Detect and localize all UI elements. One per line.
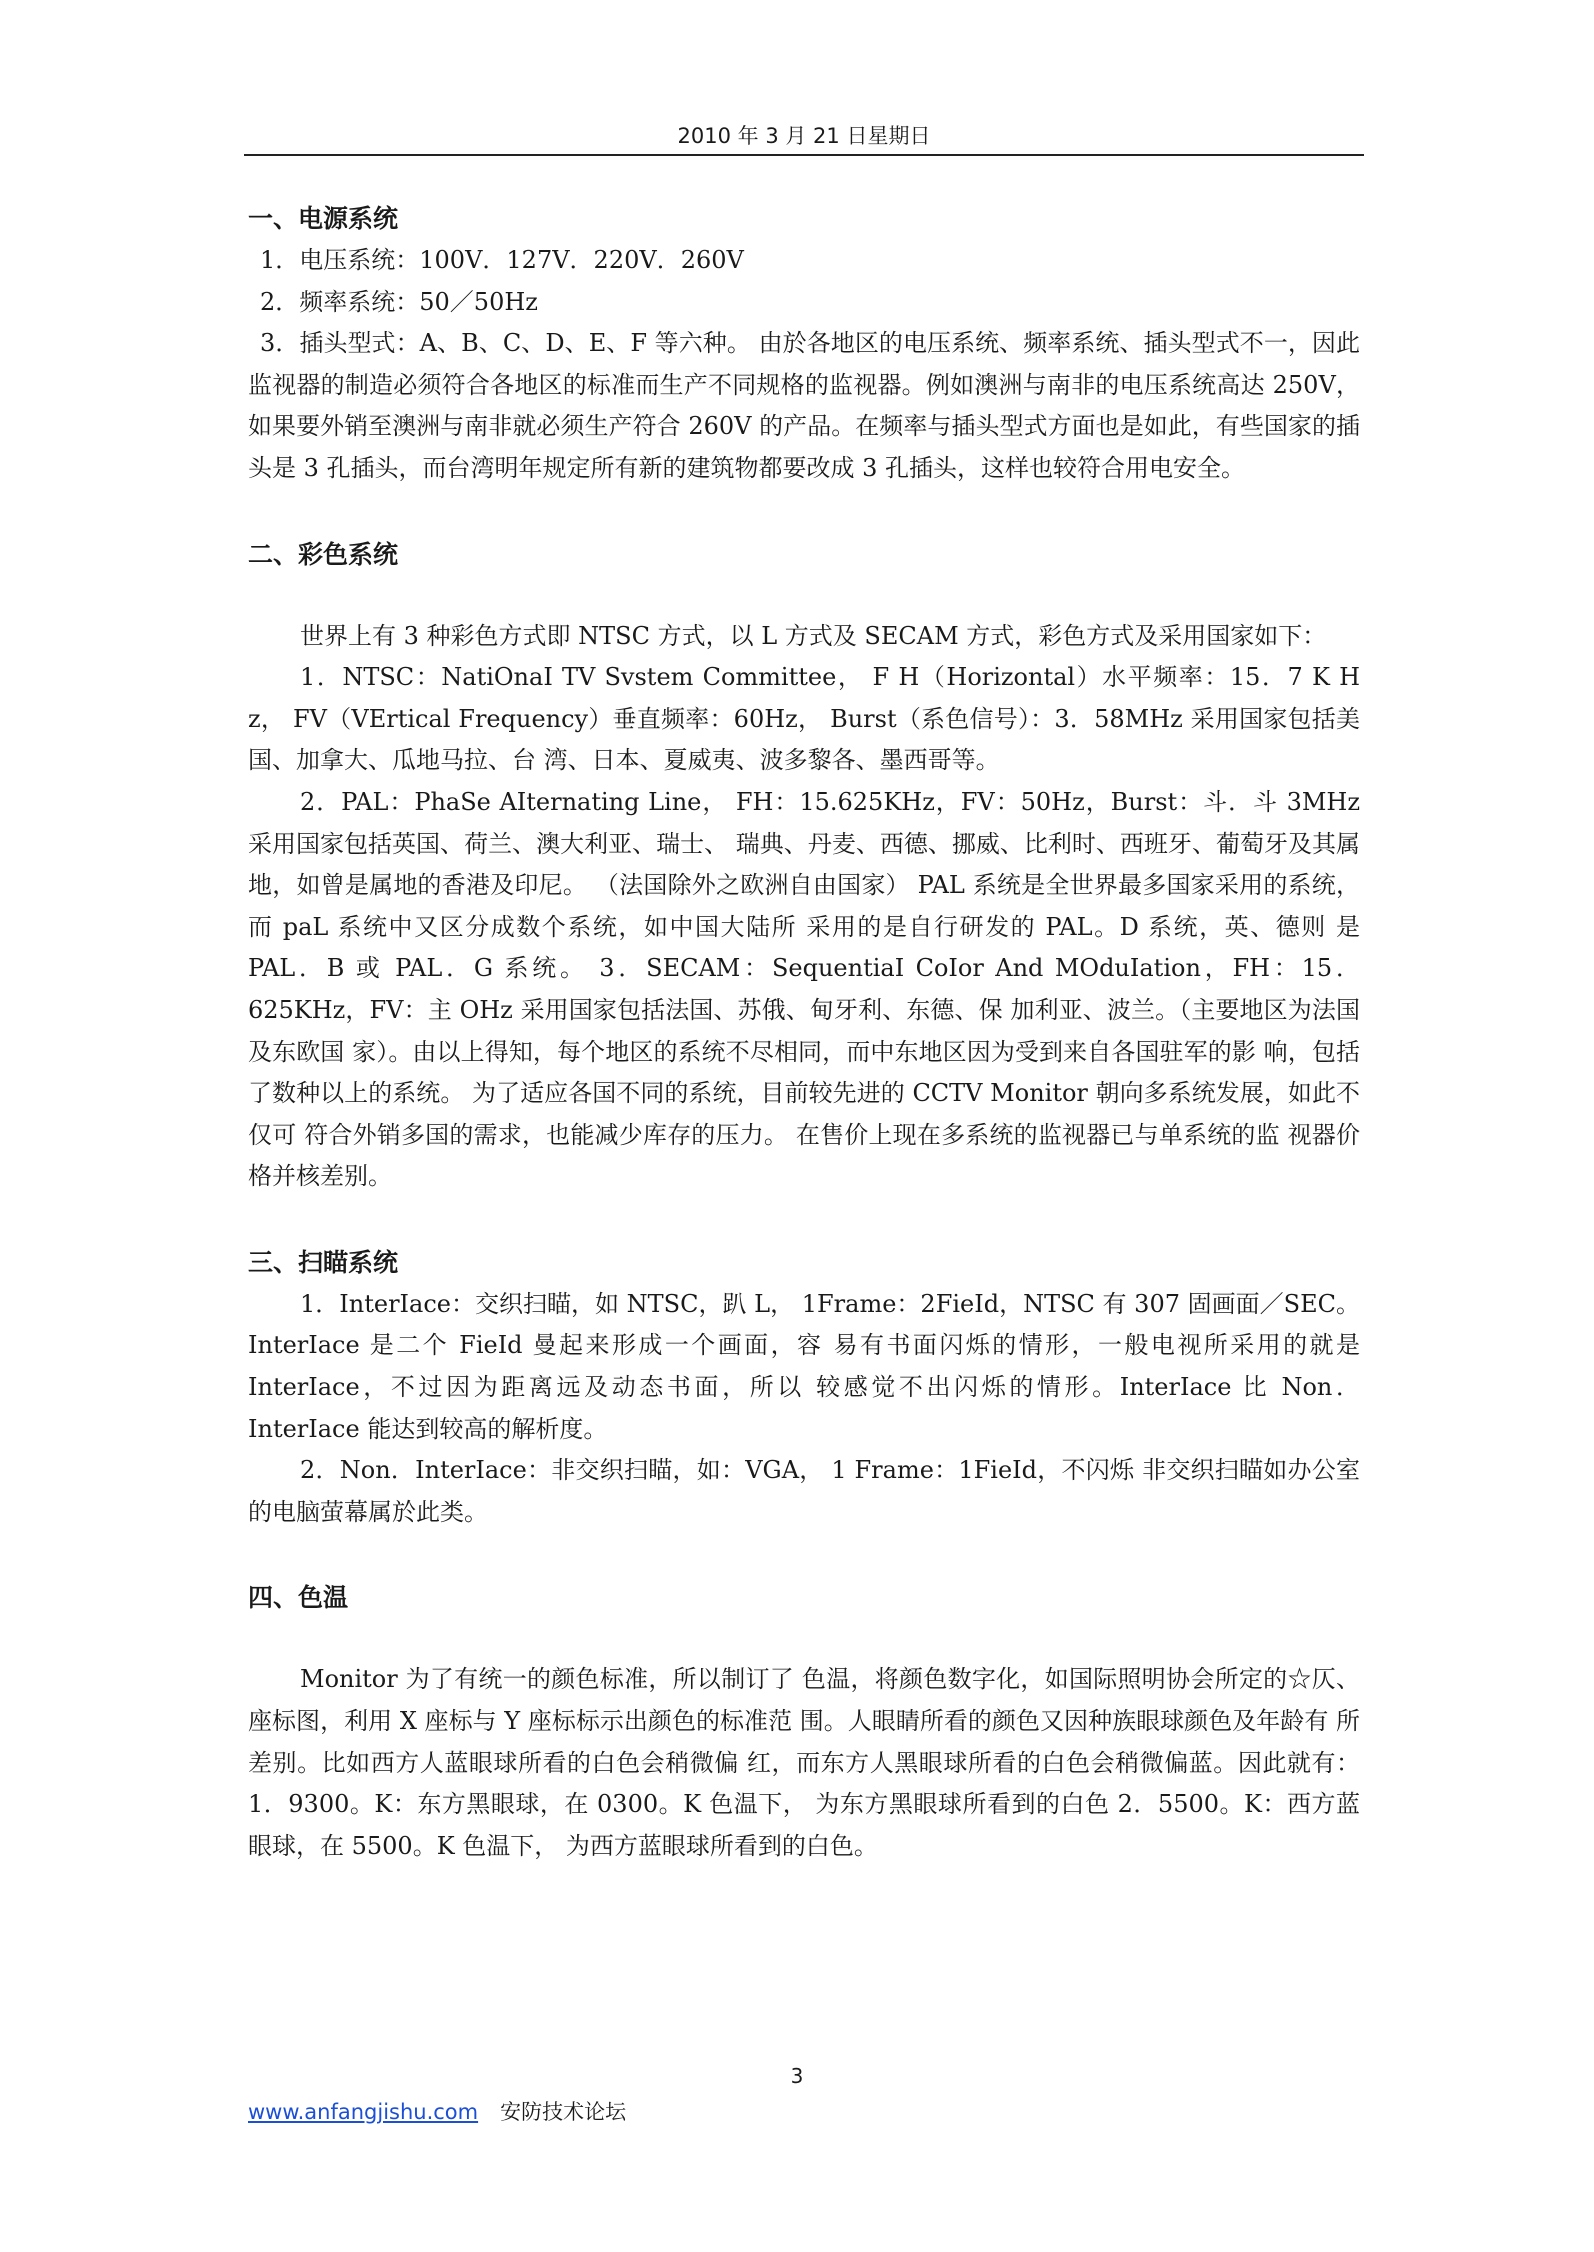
page-header-date: 2010 年 3 月 21 日星期日 — [677, 124, 931, 148]
section-scan-system — [248, 1242, 1360, 1534]
section-color-system — [248, 534, 1360, 1198]
header-rule — [244, 154, 1364, 156]
section-heading: 二、彩色系统 — [248, 539, 399, 569]
paragraph: Monitor 为了有统一的颜色标准，所以制订了 色温，将颜色数字化，如国际照明协会所定的☆仄、 座标图，利用 X 座标与 Y 座标标示出颜色的标准范 围。人眼睛所看的颜色又因种族眼球颜色及年龄有 所差别。比如西方人蓝眼球所看的白色会稍微偏 红，而东方人黑眼球所看的白色会稍微偏蓝。因此就有： 1．9300。K：东方黑眼球，在 0300。K 色温下， 为东方黑眼球所看到的白色 2．5500。K：西方蓝眼球，在 5500。K 色温下， 为西方蓝眼球所看到的白色。 — [248, 1665, 1360, 1860]
section-heading: 四、色温 — [248, 1583, 349, 1613]
paragraph: 2．PAL：PhaSe AIternating Line， FH：15.625KHz，FV：50Hz，Burst：斗．斗 3MHz 采用国家包括英国、荷兰、澳大利亚、瑞士、 瑞典、丹麦、西德、挪威、比利时、西班牙、葡萄牙及其属地，如曾是属地的香港及印尼。 （法国除外之欧洲自由国家） PAL 系统是全世界最多国家采用的系统，而 paL 系统中又区分成数个系统，如中国大陆所 采用的是自行研发的 PAL。D 系统，英、德则 是 PAL．B 或 PAL．G 系统。 3．SECAM：SequentiaI CoIor And MOduIation，FH：15．625KHz，FV：主 OHz 采用国家包括法国、苏俄、甸牙利、东德、保 加利亚、波兰。（主要地区为法国及东欧国 家）。由以上得知，每个地区的系统不尽相同，而中东地区因为受到来自各国驻军的影 响，包括了数种以上的系统。 为了适应各国不同的系统，目前较先进的 CCTV Monitor 朝向多系统发展，如此不仅可 符合外销多国的需求，也能减少库存的压力。 在售价上现在多系统的监视器已与单系统的监 视器价格并核差别。 — [248, 787, 1360, 1191]
page-footer — [248, 2094, 626, 2130]
paragraph: 1．NTSC：NatiOnaI TV Svstem Committee， F H（Horizontal）水平频率：15．7 K H z， FV（VErtical Frequency）垂直频率：60Hz， Burst（系色信号）：3．58MHz 采用国家包括美国、加拿大、瓜地马拉、台 湾、日本、夏威夷、波多黎各、墨西哥等。 — [248, 663, 1360, 775]
page-number: 3 — [790, 2064, 804, 2088]
footer-forum-name: 安防技术论坛 — [500, 2100, 627, 2124]
paragraph: 3．插头型式：A、B、C、D、E、F 等六种。 由於各地区的电压系统、频率系统、插头型式不一，因此监视器的制造必须符合各地区的标准而生产不同规格的监视器。例如澳洲与南非的电压系统高达 250V，如果要外销至澳洲与南非就必须生产符合 260V 的产品。在频率与插头型式方面也是如此，有些国家的插头是 3 孔插头，而台湾明年规定所有新的建筑物都要改成 3 孔插头，这样也较符合用电安全。 — [248, 329, 1360, 482]
section-heading: 三、扫瞄系统 — [248, 1247, 399, 1277]
section-power-system — [248, 198, 1360, 490]
paragraph: 2．Non．InterIace：非交织扫瞄，如：VGA， 1 Frame：1FieId，不闪烁 非交织扫瞄如办公室的电脑萤幕属於此类。 — [248, 1456, 1360, 1526]
paragraph: 1．InterIace：交织扫瞄，如 NTSC，趴 L， 1Frame：2FieId，NTSC 有 307 固画面／SEC。InterIace 是二个 FieId 曼起来形成一个画面，容 易有书面闪烁的情形，一般电视所采用的就是 InterIace，不过因为距离远及动态书面，所以 较感觉不出闪烁的情形。InterIace 比 Non． InterIace 能达到较高的解析度。 — [248, 1289, 1360, 1443]
document-body — [248, 198, 1360, 1867]
paragraph: 2．频率系统：50／50Hz — [260, 287, 538, 316]
section-heading: 一、电源系统 — [248, 204, 399, 233]
paragraph: 世界上有 3 种彩色方式即 NTSC 方式，以 L 方式及 SECAM 方式，彩色方式及采用国家如下： — [300, 621, 1327, 650]
paragraph: 1．电压系统：100V．127V．220V．260V — [260, 246, 744, 274]
section-color-temperature — [248, 1577, 1360, 1867]
footer-website-link[interactable]: www.anfangjishu.com — [248, 2100, 479, 2124]
